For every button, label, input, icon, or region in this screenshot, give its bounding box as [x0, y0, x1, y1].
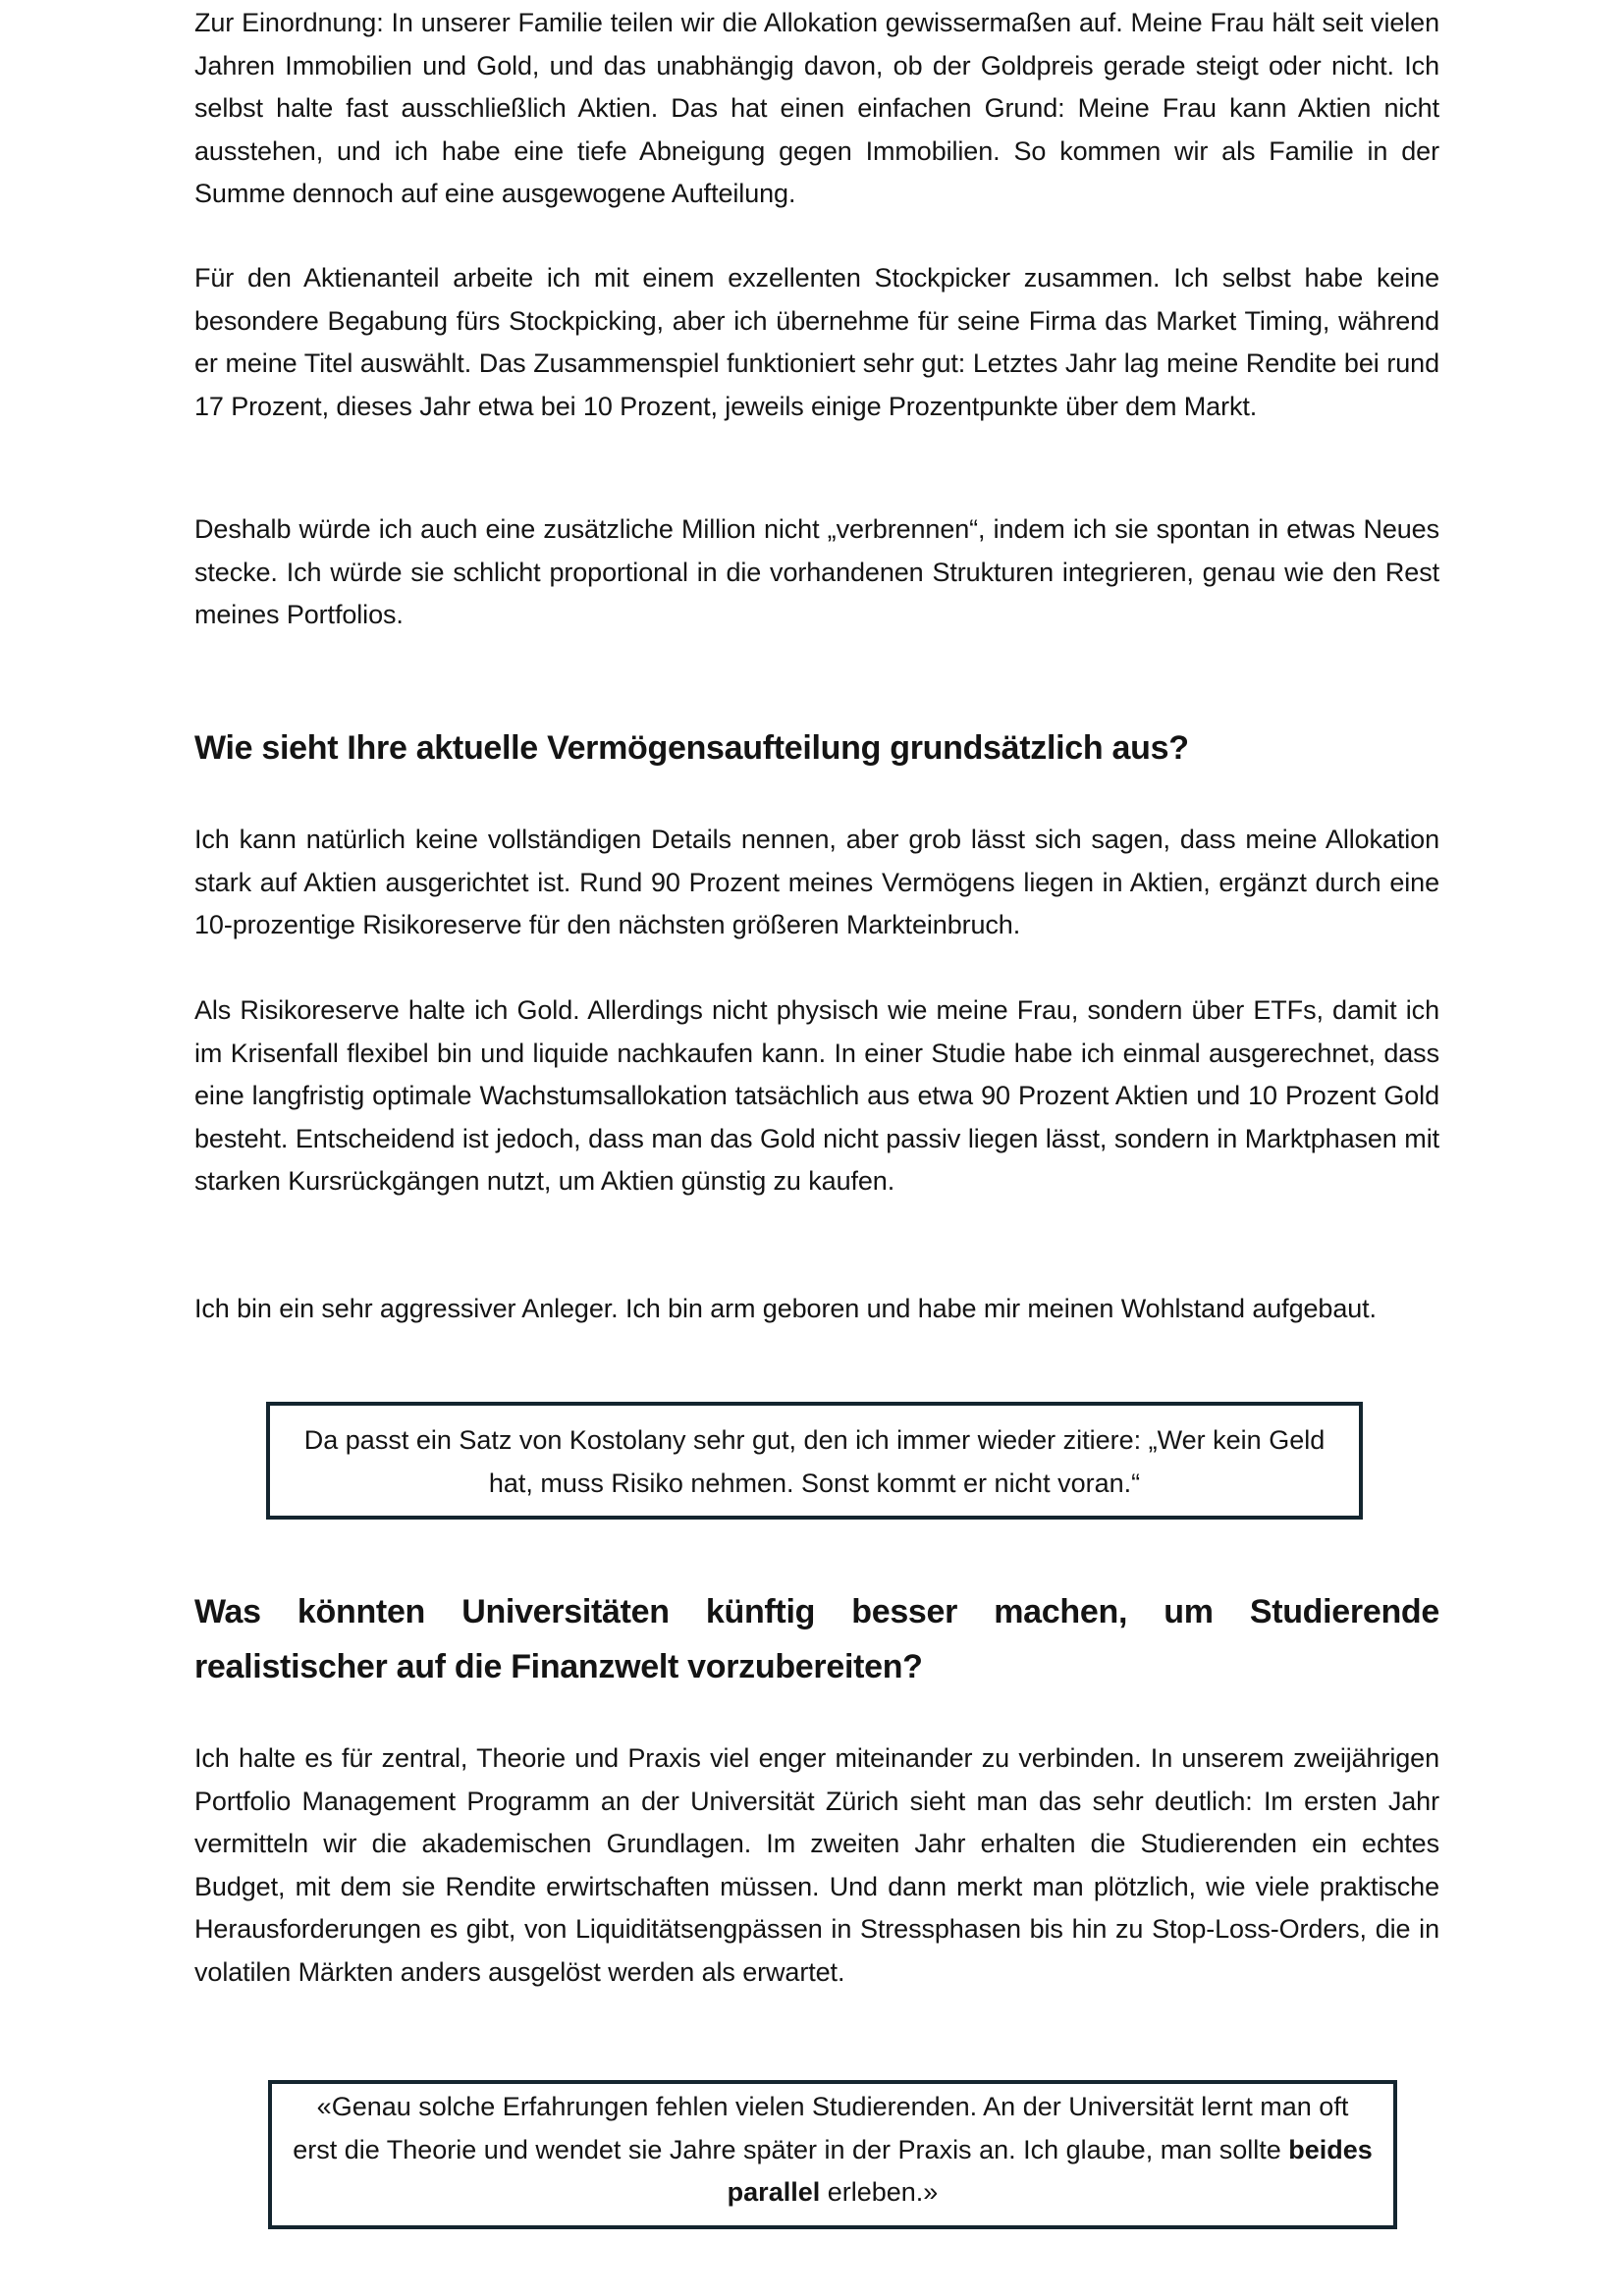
- quote-box-kostolany: [266, 1402, 1363, 1520]
- paragraph-allocation-overview: Ich kann natürlich keine vollständigen Details nennen, aber grob lässt sich sagen, dass meine Allokation stark auf Aktien ausgerichtet ist. Rund 90 Prozent meines Vermögens liegen in Aktien, ergänzt durch eine 10-prozentige Risikoreserve für den nächsten größeren Markteinbruch.: [194, 825, 1439, 939]
- quote-box-students: [268, 2080, 1397, 2229]
- quote-text-students-bold: beides parallel: [727, 2134, 1373, 2207]
- quote-text-students-before: «Genau solche Erfahrungen fehlen vielen Studierenden. An der Universität lernt man oft erst die Theorie und wendet sie Jahre später in der Praxis an. Ich glaube, man sollte: [293, 2092, 1349, 2164]
- section-heading-universities: Was könnten Universitäten künftig besser machen, um Studierende realistischer auf die Finanzwelt vorzubereiten?: [194, 1593, 1439, 1685]
- paragraph-gold-reserve: Als Risikoreserve halte ich Gold. Allerdings nicht physisch wie meine Frau, sondern über ETFs, damit ich im Krisenfall flexibel bin und liquide nachkaufen kann. In einer Studie habe ich einmal ausgerechnet, dass eine langfristig optimale Wachstumsallokation tatsächlich aus etwa 90 Prozent Aktien und 10 Prozent Gold besteht. Entscheidend ist jedoch, dass man das Gold nicht passiv liegen lässt, sondern in Marktphasen mit starken Kursrückgängen nutzt, um Aktien günstig zu kaufen.: [194, 995, 1439, 1196]
- paragraph-theory-practice: Ich halte es für zentral, Theorie und Praxis viel enger miteinander zu verbinden. In unserem zweijährigen Portfolio Management Programm an der Universität Zürich sieht man das sehr deutlich: Im ersten Jahr vermitteln wir die akademischen Grundlagen. Im zweiten Jahr erhalten die Studierenden ein echtes Budget, mit dem sie Rendite erwirtschaften müssen. Und dann merkt man plötzlich, wie viele praktische Herausforderungen es gibt, von Liquiditätsengpässen in Stressphasen bis hin zu Stop-Loss-Orders, die in volatilen Märkten anders ausgelöst werden als erwartet.: [194, 1743, 1439, 1987]
- quote-text-kostolany: Da passt ein Satz von Kostolany sehr gut, den ich immer wieder zitiere: „Wer kein Geld hat, muss Risiko nehmen. Sonst kommt er nicht voran.“: [303, 1425, 1326, 1498]
- paragraph-family-allocation: Zur Einordnung: In unserer Familie teilen wir die Allokation gewissermaßen auf. Meine Frau hält seit vielen Jahren Immobilien und Gold, und das unabhängig davon, ob der Goldpreis gerade steigt oder nicht. Ich selbst halte fast ausschließlich Aktien. Das hat einen einfachen Grund: Meine Frau kann Aktien nicht ausstehen, und ich habe eine tiefe Abneigung gegen Immobilien. So kommen wir als Familie in der Summe dennoch auf eine ausgewogene Aufteilung.: [194, 8, 1439, 208]
- quote-text-students-after: erleben.»: [820, 2177, 939, 2207]
- paragraph-stockpicker: Für den Aktienanteil arbeite ich mit einem exzellenten Stockpicker zusammen. Ich selbst habe keine besondere Begabung fürs Stockpicking, aber ich übernehme für seine Firma das Market Timing, während er meine Titel auswählt. Das Zusammenspiel funktioniert sehr gut: Letztes Jahr lag meine Rendite bei rund 17 Prozent, dieses Jahr etwa bei 10 Prozent, jeweils einige Prozentpunkte über dem Markt.: [194, 263, 1439, 421]
- section-heading-asset-allocation: Wie sieht Ihre aktuelle Vermögensaufteilung grundsätzlich aus?: [194, 729, 1189, 767]
- paragraph-aggressive-investor: Ich bin ein sehr aggressiver Anleger. Ich bin arm geboren und habe mir meinen Wohlstand aufgebaut.: [194, 1294, 1377, 1323]
- paragraph-additional-million: Deshalb würde ich auch eine zusätzliche Million nicht „verbrennen“, indem ich sie spontan in etwas Neues stecke. Ich würde sie schlicht proportional in die vorhandenen Strukturen integrieren, genau wie den Rest meines Portfolios.: [194, 514, 1439, 629]
